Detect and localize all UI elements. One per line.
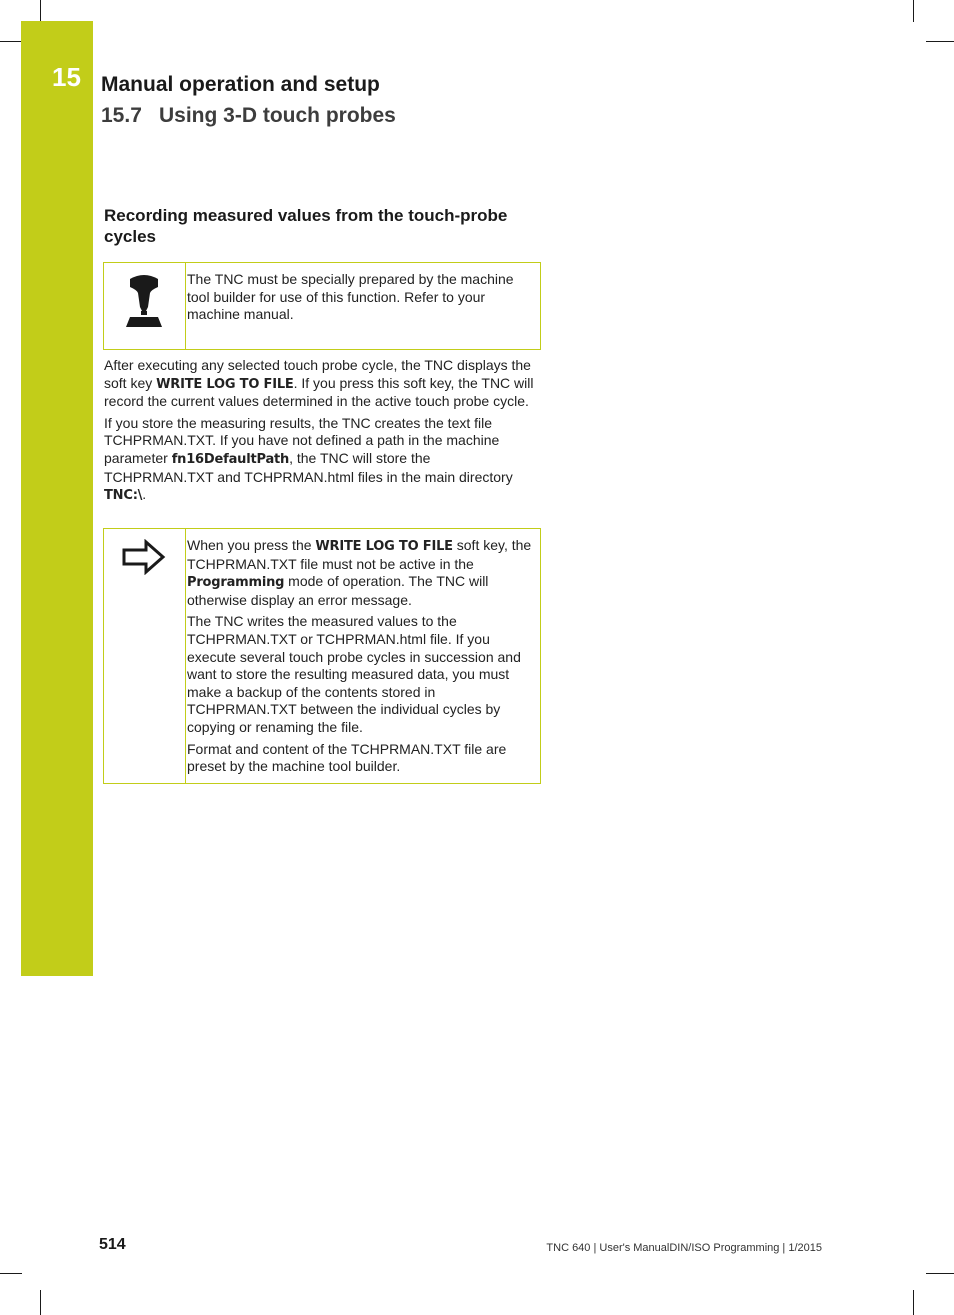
operating-mode: Programming — [187, 575, 285, 591]
machine-tool-icon — [124, 273, 164, 329]
text-run: . If you press this soft key, the TNC will record the current values determined in the active touch probe cycle. — [104, 374, 534, 410]
note-icon-cell — [104, 263, 186, 349]
section-number: 15.7 — [101, 104, 142, 127]
machine-note-box — [103, 262, 541, 350]
crop-mark — [0, 1273, 22, 1274]
softkey-label: WRITE LOG TO FILE — [156, 376, 294, 392]
text-run: After executing any selected touch probe cycle, the TNC displays the soft key — [104, 357, 531, 391]
directory-name: TNC:\ — [104, 488, 143, 504]
note-paragraph: The TNC writes the measured values to the TCHPRMAN.TXT or TCHPRMAN.html file. If you execute several touch probe cycles in succession and want to store the resulting measured data, you must make a backup of the contents stored in TCHPRMAN.TXT between the individual cycles by copying or renaming the file. — [187, 613, 521, 735]
page-number: 514 — [99, 1236, 126, 1253]
paragraph-storage — [104, 415, 534, 505]
text-run: . — [142, 486, 147, 503]
softkey-label: WRITE LOG TO FILE — [315, 539, 453, 554]
note-paragraph — [187, 537, 535, 609]
note-icon-cell — [104, 529, 186, 783]
subsection-heading: Recording measured values from the touch-probe cycles — [104, 206, 508, 246]
body-text — [104, 357, 534, 509]
crop-mark — [926, 41, 954, 42]
text-run: When you press the — [187, 537, 316, 553]
chapter-title: Manual operation and setup — [101, 73, 380, 96]
crop-mark — [0, 41, 22, 42]
text-run: mode of operation. The TNC will otherwise display an error message. — [187, 573, 489, 608]
footer-text: TNC 640 | User's ManualDIN/ISO Programming | 1/2015 — [546, 1242, 822, 1254]
text-run: , the TNC will store the TCHPRMAN.TXT and TCHPRMAN.html files in the main directory — [104, 449, 513, 485]
note-content — [187, 537, 535, 780]
chapter-number: 15 — [52, 62, 81, 92]
chapter-side-bar — [21, 21, 93, 976]
hint-note-box — [103, 528, 541, 784]
section-title-text: Using 3-D touch probes — [159, 104, 396, 127]
paragraph-softkey — [104, 357, 534, 411]
note-content — [187, 271, 535, 328]
note-text: The TNC must be specially prepared by the machine tool builder for use of this function. Refer to your machine manual. — [187, 271, 514, 323]
text-run: If you store the measuring results, the TNC creates the text file TCHPRMAN.TXT. If you have not defined a path in the machine parameter — [104, 414, 500, 466]
crop-mark — [40, 1290, 41, 1315]
note-paragraph: Format and content of the TCHPRMAN.TXT file are preset by the machine tool builder. — [187, 740, 507, 775]
machine-parameter: fn16DefaultPath — [171, 451, 290, 467]
crop-mark — [926, 1273, 954, 1274]
text-run: soft key, the TCHPRMAN.TXT file must not be active in the — [187, 537, 532, 572]
crop-mark — [913, 1290, 914, 1315]
crop-mark — [913, 0, 914, 22]
section-title — [101, 103, 396, 129]
arrow-right-icon — [122, 539, 166, 575]
crop-mark — [40, 0, 41, 22]
